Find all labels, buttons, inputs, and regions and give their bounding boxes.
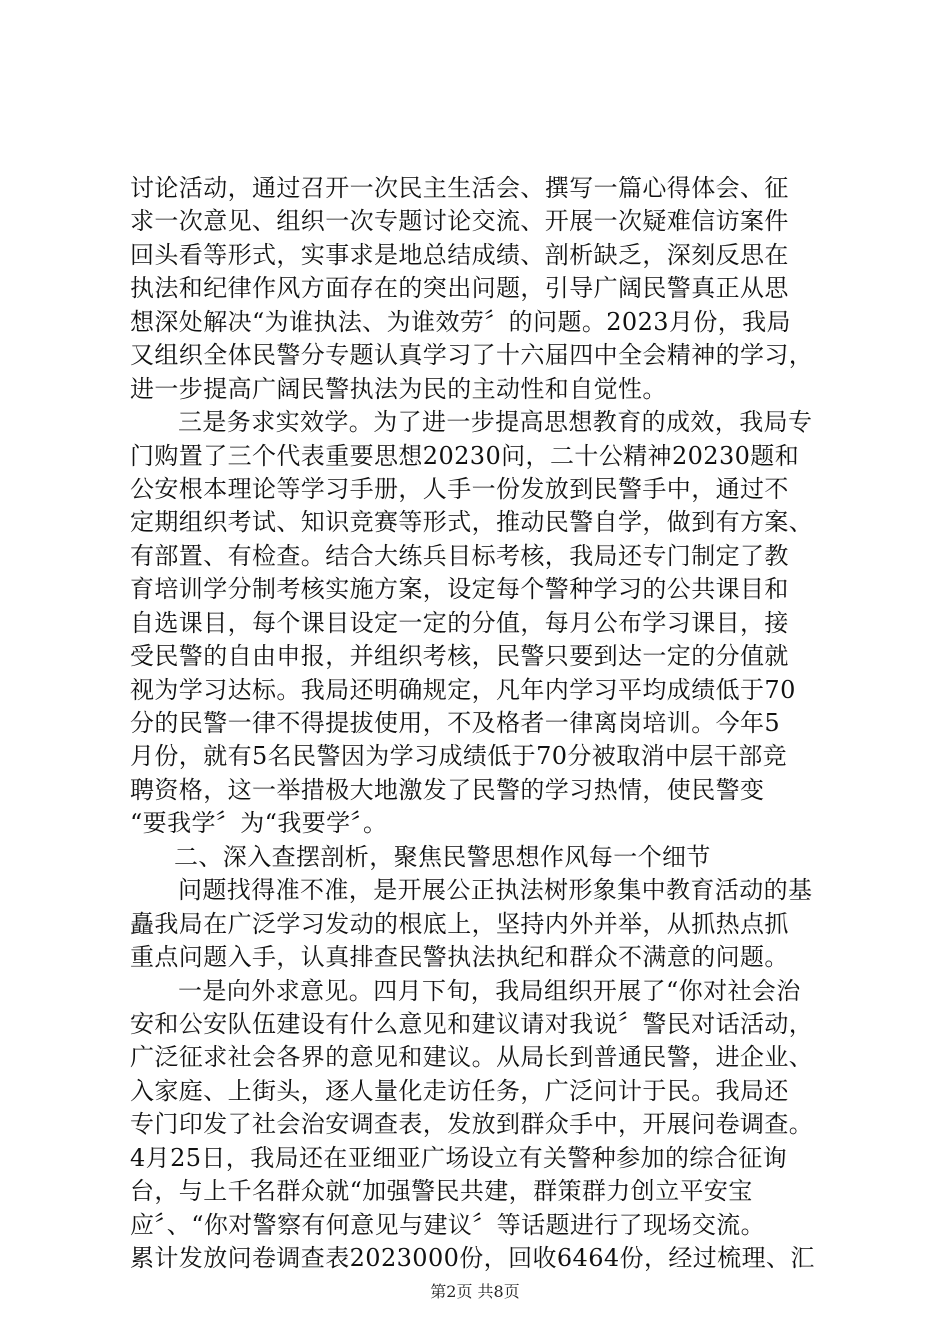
text-line: 自选课目，每个课目设定一定的分值，每月公布学习课目，接 xyxy=(130,608,789,637)
text-line: 又组织全体民警分专题认真学习了十六届四中全会精神的学习， xyxy=(130,341,814,370)
text-line: 专门印发了社会治安调查表，发放到群众手中，开展问卷调查。 xyxy=(130,1110,814,1139)
text-line: 广泛征求社会各界的意见和建议。从局长到普通民警，进企业、 xyxy=(130,1043,814,1072)
text-line: 重点问题入手，认真排查民警执法执纪和群众不满意的问题。 xyxy=(130,943,789,972)
text-line: 分的民警一律不得提拔使用，不及格者一律离岗培训。今年5 xyxy=(130,709,781,737)
text-line: 求一次意见、组织一次专题讨论交流、开展一次疑难信访案件 xyxy=(130,207,789,236)
text-line: 矗我局在广泛学习发动的根底上，坚持内外并举，从抓热点抓 xyxy=(130,909,789,938)
paragraph-start-line: 问题找得准不准，是开展公正执法树形象集中教育活动的基 xyxy=(178,876,813,905)
text-line: 想深处解决“为谁执法、为谁效劳〞的问题。2023月份，我局 xyxy=(130,307,791,336)
text-line: 入家庭、上街头，逐人量化走访任务，广泛问计于民。我局还 xyxy=(130,1076,789,1105)
text-line: 台，与上千名群众就“加强警民共建，群策群力创立平安宝 xyxy=(130,1177,753,1206)
text-line: 定期组织考试、知识竞赛等形式，推动民警自学，做到有方案、 xyxy=(130,508,814,537)
text-line: 月份，就有5名民警因为学习成绩低于70分被取消中层干部竞 xyxy=(130,742,788,771)
text-line: 应〞、“你对警察有何意见与建议〞等话题进行了现场交流。 xyxy=(130,1210,766,1239)
text-line: 聘资格，这一举措极大地激发了民警的学习热情，使民警变 xyxy=(130,775,765,804)
section-heading: 二、深入查摆剖析，聚焦民警思想作风每一个细节 xyxy=(174,842,711,871)
text-line: 回头看等形式，实事求是地总结成绩、剖析缺乏，深刻反思在 xyxy=(130,240,789,269)
text-line: “要我学〞为“我要学〞。 xyxy=(130,809,388,838)
page-number: 第2页 共8页 xyxy=(430,1282,520,1301)
document-body xyxy=(130,172,850,1275)
text-line: 视为学习达标。我局还明确规定，凡年内学习平均成绩低于70 xyxy=(130,675,796,704)
text-line: 讨论活动，通过召开一次民主生活会、撰写一篇心得体会、征 xyxy=(130,174,789,202)
text-line: 进一步提高广阔民警执法为民的主动性和自觉性。 xyxy=(130,374,667,403)
text-line: 累计发放问卷调查表2023000份，回收6464份，经过梳理、汇 xyxy=(130,1244,815,1272)
paragraph-start-line: 一是向外求意见。四月下旬，我局组织开展了“你对社会治 xyxy=(178,976,801,1005)
text-line: 4月25日，我局还在亚细亚广场设立有关警种参加的综合征询 xyxy=(130,1143,788,1172)
text-line: 门购置了三个代表重要思想20230问，二十公精神20230题和 xyxy=(130,441,800,470)
text-line: 公安根本理论等学习手册，人手一份发放到民警手中，通过不 xyxy=(130,474,789,503)
paragraph-start-line: 三是务求实效学。为了进一步提高思想教育的成效，我局专 xyxy=(178,408,813,437)
text-line: 执法和纪律作风方面存在的突出问题，引导广阔民警真正从思 xyxy=(130,274,789,303)
text-line: 育培训学分制考核实施方案，设定每个警种学习的公共课目和 xyxy=(130,575,789,604)
text-line: 有部置、有检查。结合大练兵目标考核，我局还专门制定了教 xyxy=(130,541,789,570)
text-line: 受民警的自由申报，并组织考核，民警只要到达一定的分值就 xyxy=(130,642,789,671)
text-line: 安和公安队伍建设有什么意见和建议请对我说〞警民对话活动， xyxy=(130,1009,814,1038)
